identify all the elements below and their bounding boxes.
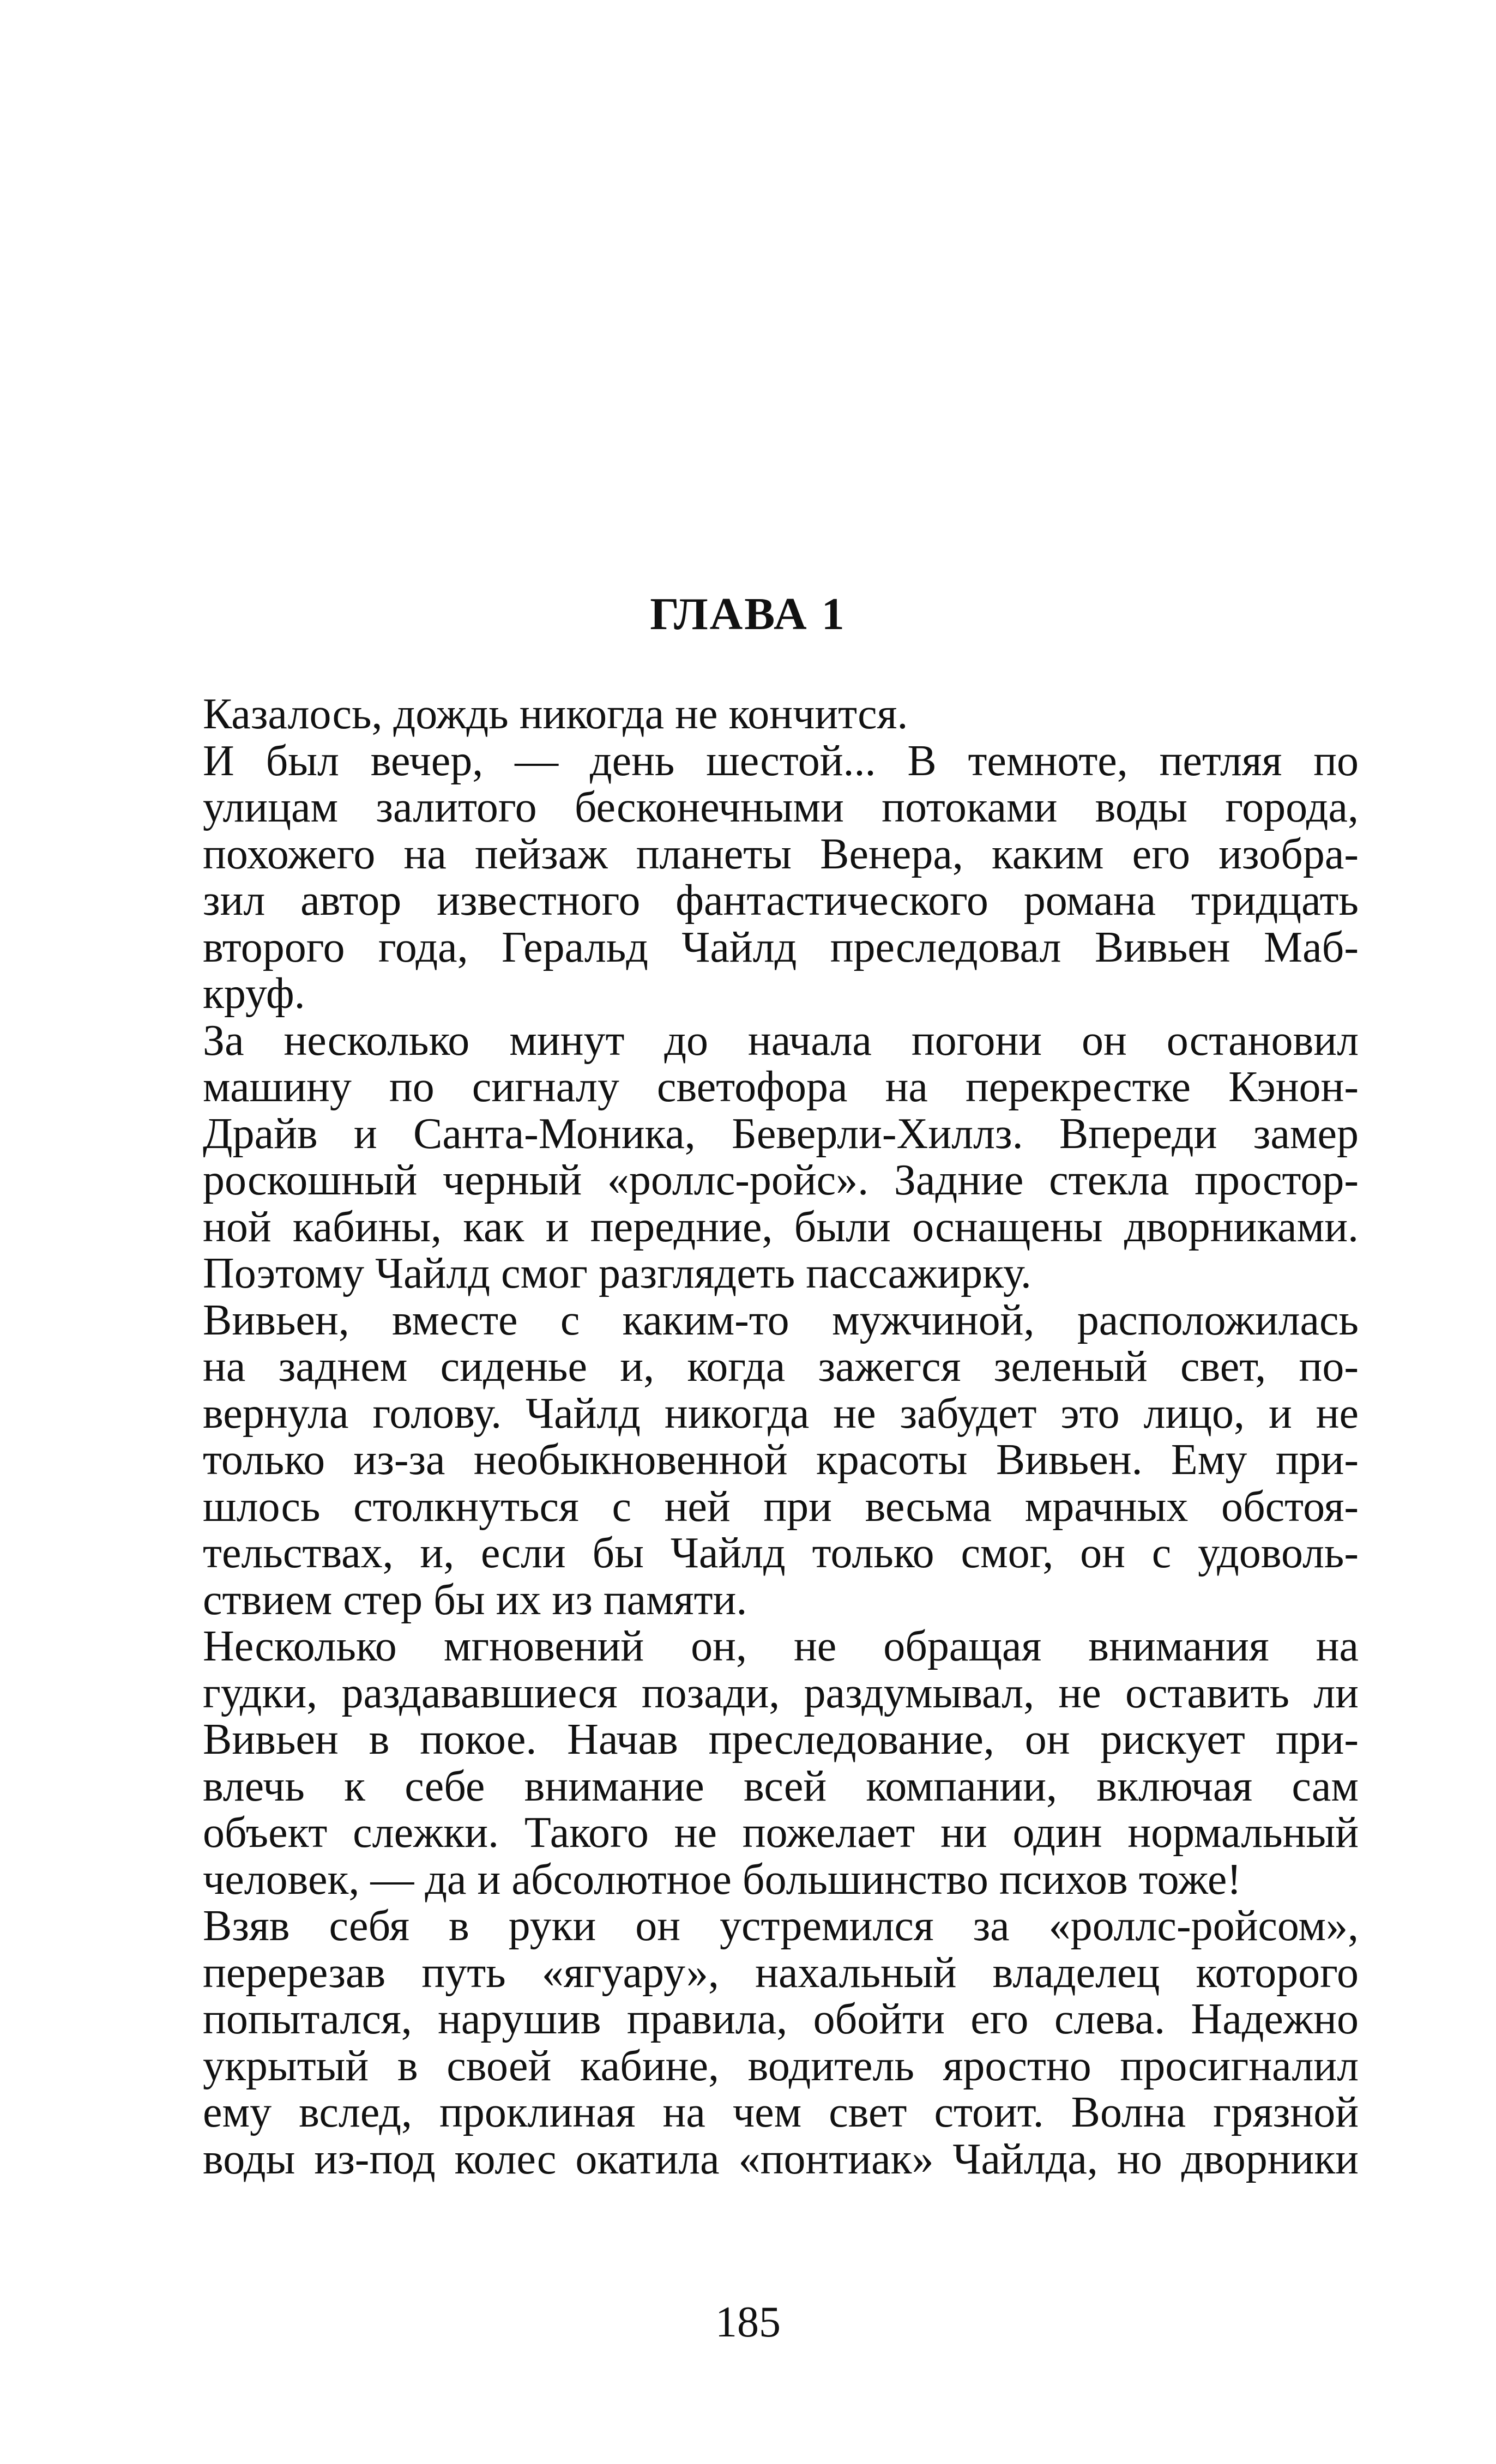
paragraph bbox=[203, 1623, 1359, 1903]
text-line: перерезав путь «ягуару», нахальный владелец которого bbox=[203, 1948, 1359, 1997]
text-line: влечь к себе внимание всей компании, включая сам bbox=[203, 1762, 1359, 1810]
text-line: похожего на пейзаж планеты Венера, каким его изобра- bbox=[203, 830, 1359, 878]
text-line: Вивьен в покое. Начав преследование, он рискует при- bbox=[203, 1716, 1359, 1764]
text-line: Взяв себя в руки он устремился за «роллс-ройсом», bbox=[203, 1902, 1359, 1950]
text-line: Казалось, дождь никогда не кончится. bbox=[203, 690, 908, 738]
text-line: шлось столкнуться с ней при весьма мрачных обстоя- bbox=[203, 1482, 1359, 1531]
text-line: И был вечер, — день шестой... В темноте, петляя по bbox=[203, 736, 1359, 785]
page-number: 185 bbox=[715, 2298, 781, 2346]
text-line: воды из-под колес окатила «понтиак» Чайлда, но дворники bbox=[203, 2135, 1359, 2183]
text-line: объект слежки. Такого не пожелает ни один нормальный bbox=[203, 1809, 1359, 1857]
text-line: Поэтому Чайлд смог разглядеть пассажирку. bbox=[203, 1249, 1031, 1297]
text-line: второго года, Геральд Чайлд преследовал Вивьен Маб- bbox=[203, 923, 1359, 971]
text-line: ной кабины, как и передние, были оснащены дворниками. bbox=[203, 1203, 1359, 1251]
paragraph bbox=[203, 691, 1359, 738]
text-line: укрытый в своей кабине, водитель яростно просигналил bbox=[203, 2042, 1359, 2090]
text-line: Вивьен, вместе с каким-то мужчиной, расположилась bbox=[203, 1296, 1359, 1344]
text-line: ствием стер бы их из памяти. bbox=[203, 1575, 747, 1624]
chapter-title: ГЛАВА 1 bbox=[650, 589, 846, 639]
text-line: улицам залитого бесконечными потоками воды города, bbox=[203, 783, 1359, 831]
text-line: тельствах, и, если бы Чайлд только смог, он с удоволь- bbox=[203, 1529, 1359, 1577]
text-line: человек, — да и абсолютное большинство психов тоже! bbox=[203, 1855, 1242, 1904]
text-line: За несколько минут до начала погони он остановил bbox=[203, 1016, 1359, 1065]
text-line: машину по сигналу светофора на перекрестке Кэнон- bbox=[203, 1063, 1359, 1111]
text-line: Несколько мгновений он, не обращая внимания на bbox=[203, 1622, 1359, 1670]
paragraph bbox=[203, 738, 1359, 1018]
paragraph bbox=[203, 1018, 1359, 1297]
text-line: попытался, нарушив правила, обойти его слева. Надежно bbox=[203, 1995, 1359, 2043]
body-text bbox=[203, 691, 1359, 2183]
text-line: вернула голову. Чайлд никогда не забудет это лицо, и не bbox=[203, 1389, 1359, 1438]
text-line: круф. bbox=[203, 970, 305, 1018]
paragraph bbox=[203, 1903, 1359, 2183]
text-line: зил автор известного фантастического романа тридцать bbox=[203, 877, 1359, 925]
text-line: гудки, раздававшиеся позади, раздумывал, не оставить ли bbox=[203, 1669, 1359, 1717]
text-line: только из-за необыкновенной красоты Вивьен. Ему при- bbox=[203, 1436, 1359, 1484]
paragraph bbox=[203, 1297, 1359, 1624]
text-line: ему вслед, проклиная на чем свет стоит. Волна грязной bbox=[203, 2088, 1359, 2136]
text-line: Драйв и Санта-Моника, Беверли-Хиллз. Впереди замер bbox=[203, 1109, 1359, 1158]
text-line: роскошный черный «роллс-ройс». Задние стекла простор- bbox=[203, 1156, 1359, 1204]
text-line: на заднем сиденье и, когда зажегся зеленый свет, по- bbox=[203, 1343, 1359, 1391]
